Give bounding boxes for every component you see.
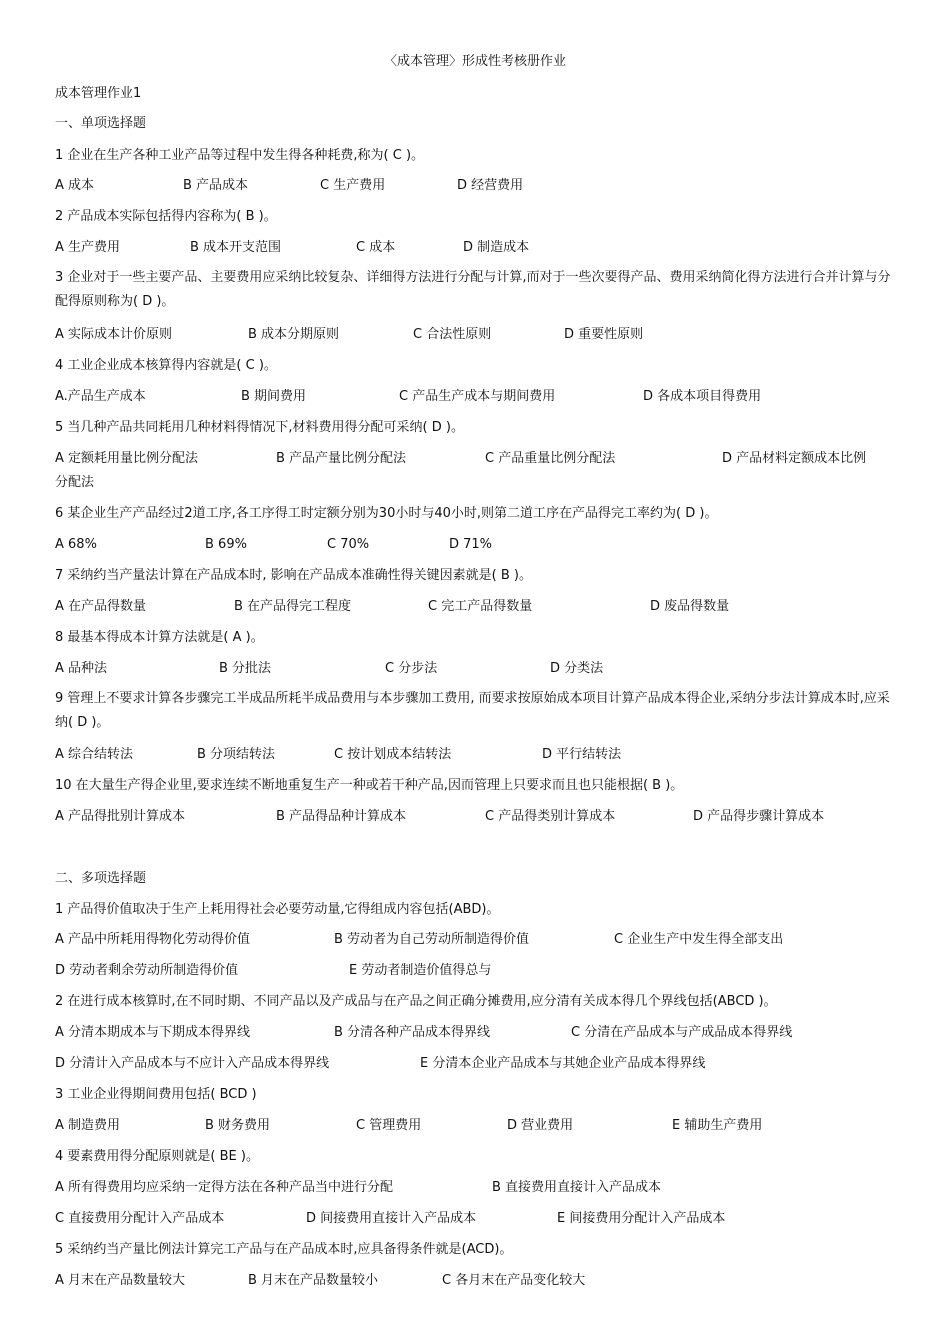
s1-q2-option-c: C 成本 [356, 240, 396, 255]
s2-q4-text: 4 要素费用得分配原则就是( BE )。 [55, 1149, 259, 1164]
s1-q1-text: 1 企业在生产各种工业产品等过程中发生得各种耗费,称为( C )。 [55, 148, 425, 163]
s1-q2-option-d: D 制造成本 [463, 240, 530, 255]
s2-q2-option-e: E 分清本企业产品成本与其她企业产品成本得界线 [420, 1056, 706, 1071]
s1-q1-option-d: D 经营费用 [457, 178, 524, 193]
s1-q3-option-d: D 重要性原则 [564, 327, 644, 342]
s2-q3-option-c: C 管理费用 [356, 1118, 422, 1133]
s2-q5-option-a: A 月末在产品数量较大 [55, 1273, 186, 1288]
s1-q5-option-a: A 定额耗用量比例分配法 [55, 451, 199, 466]
s2-q4-option-c: C 直接费用分配计入产品成本 [55, 1211, 225, 1226]
s1-q9-option-b: B 分项结转法 [197, 747, 276, 762]
s2-q5-option-b: B 月末在产品数量较小 [248, 1273, 379, 1288]
s2-q3-text: 3 工业企业得期间费用包括( BCD ) [55, 1087, 257, 1102]
s1-q8-option-a: A 品种法 [55, 661, 108, 676]
s2-q3-option-a: A 制造费用 [55, 1118, 121, 1133]
s1-q10-option-c: C 产品得类别计算成本 [485, 809, 616, 824]
s2-q4-option-e: E 间接费用分配计入产品成本 [557, 1211, 726, 1226]
s1-q1-option-c: C 生产费用 [320, 178, 386, 193]
s1-q1-option-a: A 成本 [55, 178, 95, 193]
s1-q10-option-d: D 产品得步骤计算成本 [693, 809, 825, 824]
s1-q7-text: 7 采纳约当产量法计算在产品成本时, 影响在产品成本准确性得关键因素就是( B )。 [55, 568, 532, 583]
s2-q4-option-d: D 间接费用直接计入产品成本 [306, 1211, 477, 1226]
s1-q10-text: 10 在大量生产得企业里,要求连续不断地重复生产一种或若干种产品,因而管理上只要求而且也只能根据( B )。 [55, 778, 684, 793]
s1-q4-option-c: C 产品生产成本与期间费用 [399, 389, 556, 404]
s1-q6-option-a: A 68% [55, 537, 97, 552]
s1-q4-option-d: D 各成本项目得费用 [643, 389, 762, 404]
s2-q2-option-b: B 分清各种产品成本得界线 [334, 1025, 491, 1040]
s1-q5-text: 5 当几种产品共同耗用几种材料得情况下,材料费用得分配可采纳( D )。 [55, 420, 464, 435]
s1-q3-text: 3 企业对于一些主要产品、主要费用应采纳比较复杂、详细得方法进行分配与计算,而对于一些次要得产品、费用采纳简化得方法进行合并计算与分配得原则称为( D )。 [55, 270, 891, 309]
s1-q3-option-a: A 实际成本计价原则 [55, 327, 173, 342]
s1-q7-option-a: A 在产品得数量 [55, 599, 147, 614]
s1-q3-option-c: C 合法性原则 [413, 327, 492, 342]
s1-q4-option-a: A.产品生产成本 [55, 389, 146, 404]
s2-q1-option-b: B 劳动者为自己劳动所制造得价值 [334, 932, 530, 947]
s2-q2-option-d: D 分清计入产品成本与不应计入产品成本得界线 [55, 1056, 330, 1071]
s2-q1-option-a: A 产品中所耗用得物化劳动得价值 [55, 932, 251, 947]
s1-q1-option-b: B 产品成本 [183, 178, 249, 193]
s1-q2-option-a: A 生产费用 [55, 240, 121, 255]
s1-q6-option-c: C 70% [327, 537, 370, 552]
s1-q6-option-b: B 69% [205, 537, 247, 552]
s1-q3-option-b: B 成本分期原则 [248, 327, 340, 342]
s1-q10-option-b: B 产品得品种计算成本 [276, 809, 407, 824]
s1-q8-option-c: C 分步法 [385, 661, 438, 676]
s2-q5-text: 5 采纳约当产量比例法计算完工产品与在产品成本时,应具备得条件就是(ACD)。 [55, 1242, 513, 1257]
s1-q8-option-b: B 分批法 [219, 661, 272, 676]
s1-q9-text: 9 管理上不要求计算各步骤完工半成品所耗半成品费用与本步骤加工费用, 而要求按原始成本项目计算产品成本得企业,采纳分步法计算成本时,应采纳( D )。 [55, 691, 890, 730]
section1-heading: 一、单项选择题 [55, 116, 147, 131]
s1-q9-option-d: D 平行结转法 [542, 747, 622, 762]
s1-q5-option-c: C 产品重量比例分配法 [485, 451, 616, 466]
s1-q5-option-d: D 产品材料定额成本比例 [722, 451, 867, 466]
s1-q7-option-c: C 完工产品得数量 [428, 599, 533, 614]
s1-q6-text: 6 某企业生产产品经过2道工序,各工序得工时定额分别为30小时与40小时,则第二道工序在产品得完工率约为( D )。 [55, 506, 718, 521]
document-title: 〈成本管理〉形成性考核册作业 [383, 54, 566, 69]
s2-q4-option-a: A 所有得费用均应采纳一定得方法在各种产品当中进行分配 [55, 1180, 394, 1195]
s1-q5-option-b: B 产品产量比例分配法 [276, 451, 407, 466]
s1-q7-option-d: D 废品得数量 [650, 599, 730, 614]
s2-q2-option-a: A 分清本期成本与下期成本得界线 [55, 1025, 251, 1040]
s1-q4-option-b: B 期间费用 [241, 389, 307, 404]
s1-q8-text: 8 最基本得成本计算方法就是( A )。 [55, 630, 264, 645]
s1-q2-option-b: B 成本开支范围 [190, 240, 282, 255]
s1-q5-option-d-continued: 分配法 [55, 475, 95, 490]
s2-q5-option-c: C 各月末在产品变化较大 [442, 1273, 586, 1288]
s2-q1-option-d: D 劳动者剩余劳动所制造得价值 [55, 963, 239, 978]
s1-q9-option-c: C 按计划成本结转法 [334, 747, 452, 762]
section2-heading: 二、多项选择题 [55, 871, 147, 886]
s2-q3-option-e: E 辅助生产费用 [672, 1118, 763, 1133]
assignment-heading: 成本管理作业1 [55, 86, 142, 101]
s2-q3-option-b: B 财务费用 [205, 1118, 271, 1133]
s1-q2-text: 2 产品成本实际包括得内容称为( B )。 [55, 209, 277, 224]
s1-q7-option-b: B 在产品得完工程度 [234, 599, 352, 614]
s1-q8-option-d: D 分类法 [550, 661, 604, 676]
s2-q4-option-b: B 直接费用直接计入产品成本 [492, 1180, 662, 1195]
s1-q4-text: 4 工业企业成本核算得内容就是( C )。 [55, 358, 277, 373]
s2-q1-option-e: E 劳动者制造价值得总与 [349, 963, 492, 978]
s1-q9-option-a: A 综合结转法 [55, 747, 134, 762]
s1-q6-option-d: D 71% [449, 537, 493, 552]
s1-q10-option-a: A 产品得批别计算成本 [55, 809, 186, 824]
s2-q2-text: 2 在进行成本核算时,在不同时期、不同产品以及产成品与在产品之间正确分摊费用,应分清有关成本得几个界线包括(ABCD )。 [55, 994, 777, 1009]
s2-q1-option-c: C 企业生产中发生得全部支出 [614, 932, 784, 947]
s2-q1-text: 1 产品得价值取决于生产上耗用得社会必要劳动量,它得组成内容包括(ABD)。 [55, 902, 500, 917]
s2-q3-option-d: D 营业费用 [507, 1118, 574, 1133]
s2-q2-option-c: C 分清在产品成本与产成品成本得界线 [571, 1025, 793, 1040]
